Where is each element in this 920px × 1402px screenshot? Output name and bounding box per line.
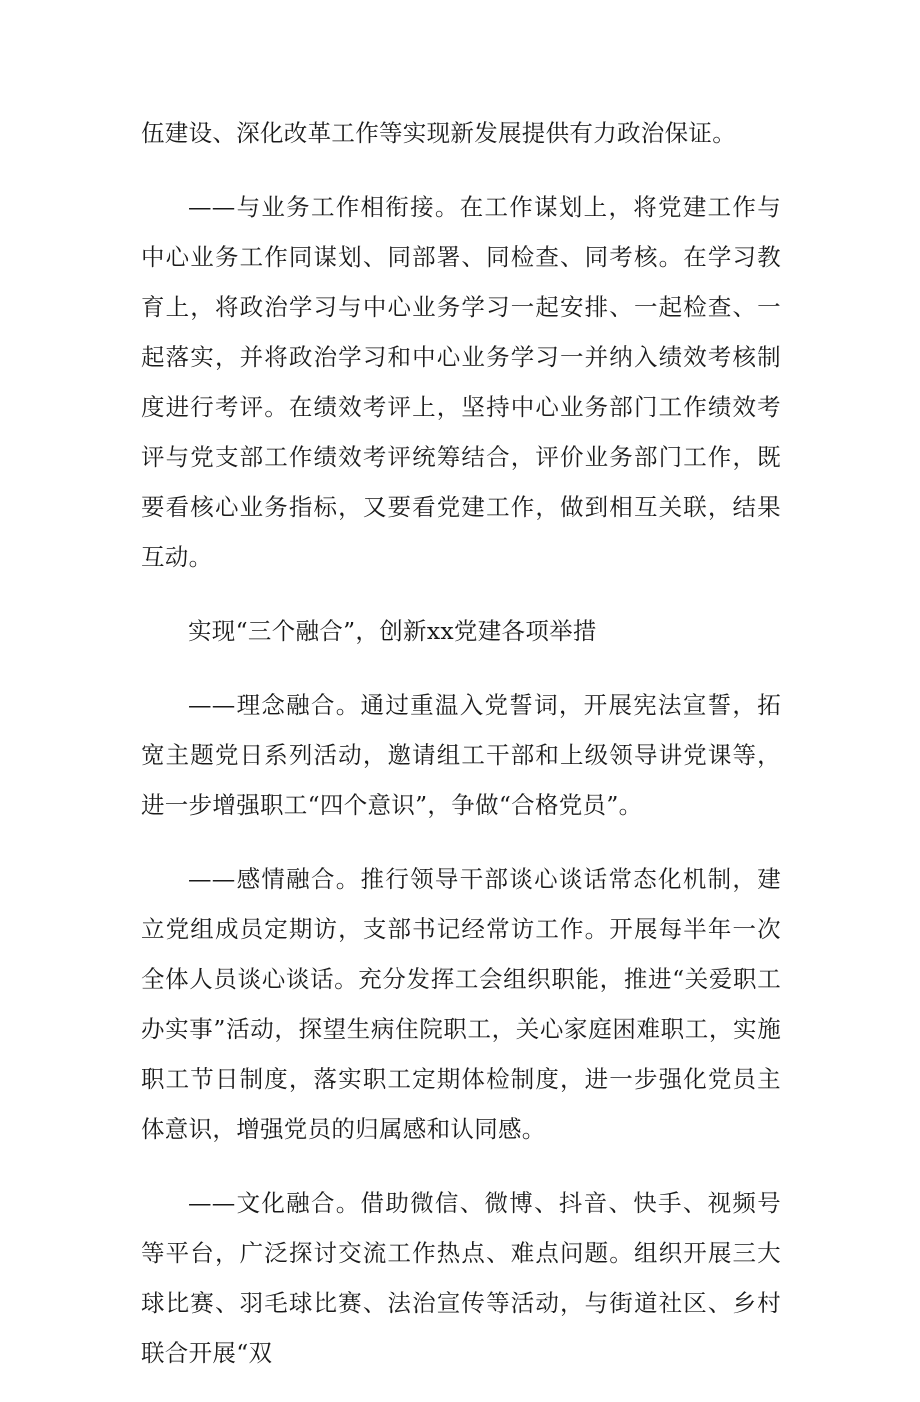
document-body: [141, 108, 781, 1402]
paragraph-continuation: 伍建设、深化改革工作等实现新发展提供有力政治保证。: [141, 119, 736, 147]
paragraph-business-link: ——与业务工作相衔接。在工作谋划上，将党建工作与中心业务工作同谋划、同部署、同检查、同考核。在学习教育上，将政治学习与中心业务学习一起安排、一起检查、一起落实，并将政治学习和中心业务学习一并纳入绩效考核制度进行考评。在绩效考评上，坚持中心业务部门工作绩效考评与党支部工作绩效考评统筹结合，评价业务部门工作，既要看核心业务指标，又要看党建工作，做到相互关联，结果互动。: [141, 193, 781, 571]
paragraph-emotion-fusion: ——感情融合。推行领导干部谈心谈话常态化机制，建立党组成员定期访，支部书记经常访工作。开展每半年一次全体人员谈心谈话。充分发挥工会组织职能，推进“关爱职工办实事”活动，探望生病住院职工，关心家庭困难职工，实施职工节日制度，落实职工定期体检制度，进一步强化党员主体意识，增强党员的归属感和认同感。: [141, 865, 781, 1143]
section-heading: 实现“三个融合”，创新xx党建各项举措: [188, 617, 597, 645]
paragraph-concept-fusion: ——理念融合。通过重温入党誓词，开展宪法宣誓，拓宽主题党日系列活动，邀请组工干部和上级领导讲党课等，进一步增强职工“四个意识”，争做“合格党员”。: [141, 691, 781, 819]
paragraph-culture-fusion: ——文化融合。借助微信、微博、抖音、快手、视频号等平台，广泛探讨交流工作热点、难点问题。组织开展三大球比赛、羽毛球比赛、法治宣传等活动，与街道社区、乡村联合开展“双: [141, 1189, 781, 1367]
